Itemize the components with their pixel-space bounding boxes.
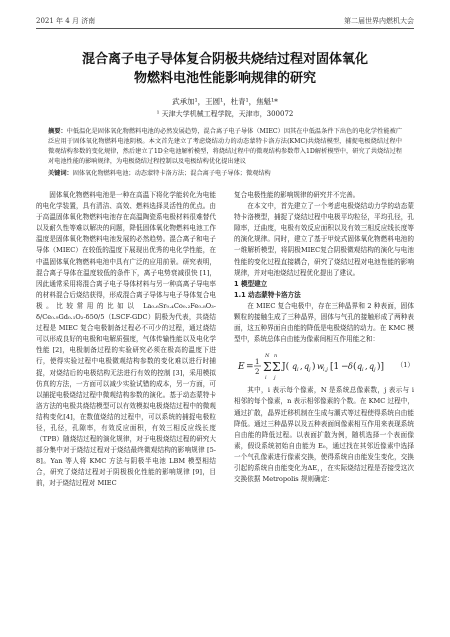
title-line-2: 物燃料电池性能影响规律的研究 [133,71,316,86]
title-line-1: 混合离子电子导体复合阴极共烧结过程对固体氧化 [81,52,368,67]
keywords [48,168,402,177]
svg-text:=: = [246,362,254,373]
svg-text:[1: [1 [330,362,340,373]
svg-text:N: N [265,353,270,360]
equation-1 [234,349,414,383]
svg-text:2: 2 [255,368,260,377]
header-rule [36,28,414,29]
svg-text:q: q [369,362,375,372]
kmc-paragraph: 在 MIEC 复合电极中，存在三种晶界和 2 种表面，固体颗粒的接触生成了三种晶界，固体与气孔的接触形成了两种表面，这五种界面自由能的降低是电极烧结的动力。在 KMC 模型中，系统总体自由能为像素间相互作用能之和： [234,301,414,344]
contribution-paragraph: 在本文中，首先建立了一个考虑电极烧结动力学的动态蒙特卡洛模型，捕捉了烧结过程中电极平均粒径，平均孔径，孔隙率，迂曲度，电极有效反应面积以及有效三相反应线长度等的演化规律。同时，建立了基于甲烷式固体氧化物燃料电池的一维解析模型，将阴极MIEC复合阴极微观结构的演化与电池性能的变化过程直接耦合，研究了烧结过程对电池性能的影响规律，并对电池烧结过程优化提出了建议。 [234,202,414,277]
svg-text:Σ: Σ [263,360,272,375]
header-date-location: 2021 年 4 月 济南 [36,17,96,25]
svg-text:(: ( [353,362,357,373]
subsection-heading-kmc: 1.1 动态蒙特卡洛方法 [234,290,301,299]
svg-text:w: w [317,362,324,372]
svg-text:): ) [312,362,316,373]
left-column [36,190,216,490]
svg-text:)]: )] [377,362,385,373]
svg-text:,: , [365,362,368,372]
svg-text:q: q [292,362,298,372]
svg-text:j: j [274,375,276,382]
affiliation: ¹ 天津大学机械工程学院，天津市，300072 [156,110,294,118]
svg-text:δ: δ [348,362,353,372]
svg-text:i: i [362,367,364,374]
kmc-explanation: 其中，i 表示每个像素，N 是系统总像素数，j 表示与 i 相邻的每个像素，n 表示相邻像素的个数。在 KMC 过程中，通过扩散，晶界迁移机制在生成与潮式等过程使得系统自由能降低。通过三种晶界以及五种表面间像素相互作用来表现系统自由能的降低过程。以表面扩散为例，随机选择一个表面像素，假设系统初始自由能为 E₀，通过找在其邻近像素中选择一个气孔像素进行像素交换，使得系统自由能发生变化，交换引起的系统自由能变化为ΔE，，在实际烧结过程是否接受这次交换依据 Metropolis 规则确定： [234,386,414,484]
keywords-label: 关键词： [48,170,73,177]
abstract [48,127,402,167]
svg-text:q: q [304,362,310,372]
equation-number: （1） [396,361,414,370]
svg-text:E: E [238,362,245,373]
svg-text:J(: J( [282,362,290,373]
keywords-text: 固体氧化物燃料电池；动态蒙特卡洛方法；混合离子电子导体；微观结构 [72,170,271,177]
right-column [234,190,414,485]
svg-text:i,j: i,j [323,367,328,374]
svg-text:i: i [297,367,299,374]
svg-text:Σ: Σ [272,360,281,375]
svg-text:1: 1 [255,358,260,367]
svg-text:n: n [274,353,278,360]
section-heading-model: 1 模型建立 [234,279,268,288]
author-list: 武承加¹，王圆¹，杜青¹，焦魁¹* [172,97,278,106]
svg-text:i: i [265,375,267,382]
svg-text:q: q [357,362,363,372]
intro-continuation: 复合电极性能的影响规律的研究并不完善。 [234,191,360,199]
svg-text:,: , [300,362,303,372]
paper-title [36,50,414,88]
intro-paragraph: 固体氧化物燃料电池是一种在高温下将化学能转化为电能的电化学装置，具有清洁、高效、燃料选择灵活性的优点。由于高温固体氧化物燃料电池存在高温陶瓷系电极材料很难替代以及耐久性等难以解决的问题，降低固体氧化物燃料电池工作温度是固体氧化物燃料电池发展的必然趋势。混合离子和电子导体（MIEC）在较低的温度下展现出优秀的电化学性能，在中温固体氧化物燃料电池中具有广泛的应用前景。研究表明，混合离子导体在温度较低的条件下，离子电势衰减很快 [1]，因此通常采用将混合离子电子导体材料与另一种高离子导电率的材料混合后烧结获得，形成混合离子导体与电子导体复合电极。比较常用的比如以 La₀.₆Sr₀.₄Co₀.₂Fe₀.₈O₃-δ/Ce₀.₉Gd₀.₁O₂-δ50/5（LSCF-GDC）阴极为代表，共烧结过程是 MIEC 复合电极制备过程必不可少的过程，通过烧结可以形成良好的电极和电解质强度，气体传输性能以及电化学性能 [2]，电极制备过程的实验研究必须在极高的温度下进行，使得实验过程中电极微观结构参数的变化难以进行时捕捉，对烧结后的电极结构无法进行有效的控制 [3]，采用模拟仿真的方法，一方面可以减少实验试错的成本，另一方面，可以捕捉电极烧结过程中微观结构参数的演化。基于动态蒙特卡洛方法的电极共烧结模型可以有效模拟电极烧结过程中的微观结构变化[4]，在数值烧结的过程中，可以系统的捕捉电极粒径，孔径，孔隙率，有效反应面积，有效三相反应线长度（TPB）随烧结过程的演化规律，对于电极烧结过程的研究大部分集中对于烧结过程对于烧结最终微观结构的影响规律 [5-8]。Yan 等人将 KMC 方法与阴极半电池 LBM 模型相结合，研究了烧结过程对于阴极极化性能的影响规律 [9]，目前，对于烧结过程对 MIEC [36,191,216,488]
svg-text:j: j [374,367,376,374]
abstract-text: 中低温化是固体氧化物燃料电池的必然发展趋势，混合离子电子导体（MIEC）因其在中低温条件下出色的电化学性能被广泛应用于固体氧化物燃料电池阴极。本文首先建立了考虑烧结动力的动态蒙特卡洛方法(KMC)共烧结模型，捕捉电极烧结过程中微观结构参数的变化规律，然后建立了1D全电池解析模型，将烧结过程中的微观结构参数带入1D解析模型中，研究了共烧结过程对电池性能的影响规律，为电极烧结过程控制以及电极结构优化提出建议 [48,128,403,165]
svg-text:−: − [341,362,349,373]
header-conference: 第二届世界内燃机大会 [344,17,414,25]
svg-text:j: j [309,367,311,374]
energy-equation-formula [234,349,414,383]
abstract-label: 摘要： [48,128,67,135]
